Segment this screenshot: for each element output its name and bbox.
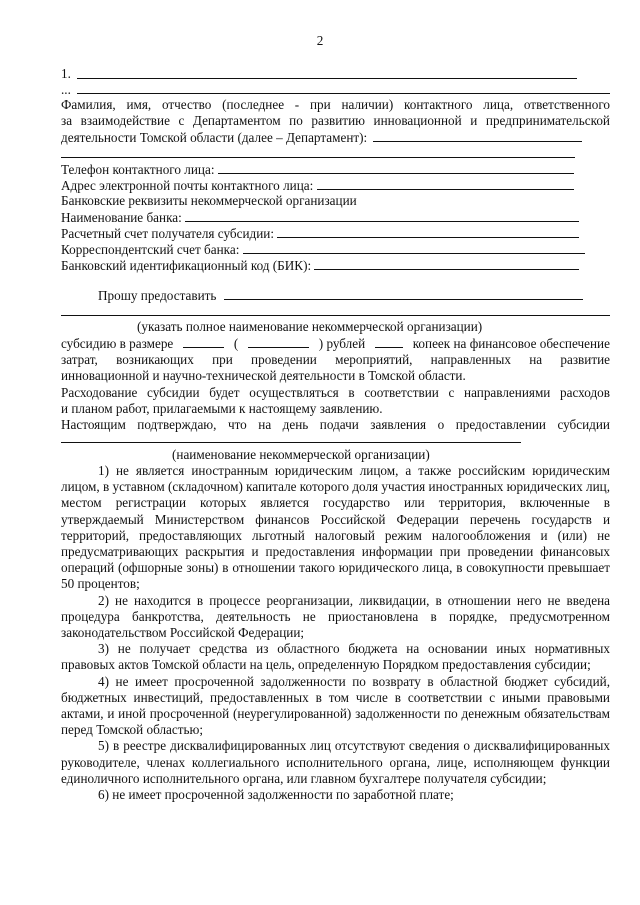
org-name-hint: (указать полное наименование некоммерческой организации) <box>137 319 483 334</box>
bank-name-row <box>61 209 579 226</box>
phone-label: Телефон контактного лица: <box>61 162 215 177</box>
org-name-field[interactable] <box>224 287 583 300</box>
item-1-number: 1. <box>61 66 71 81</box>
confirm-line: Настоящим подтверждаю, что на день подачи заявления о предоставлении субсидии <box>61 417 610 433</box>
account-row <box>61 225 579 242</box>
bank-name-label: Наименование банка: <box>61 210 182 225</box>
conditions-list <box>61 463 610 803</box>
request-label: Прошу предоставить <box>98 288 217 303</box>
org-name-hint-2: (наименование некоммерческой организации) <box>172 447 430 462</box>
subsidy-text-1: субсидию в размере <box>61 336 174 351</box>
item-1-field[interactable] <box>77 78 577 79</box>
phone-row <box>61 161 574 178</box>
condition-4: 4) не имеет просроченной задолженности по возврату в областной бюджет субсидий, бюджетных инвестиций, предоставленных в том числе в соответствии с иными правовыми актами, и иной просроченной (неурегулированной) задолженности по денежным обязательствам перед Томской областью; <box>61 673 610 738</box>
contact-person-field[interactable] <box>373 129 582 142</box>
item-1-row <box>61 66 71 82</box>
email-row <box>61 177 574 194</box>
subsidy-kopeks-field[interactable] <box>375 335 403 348</box>
condition-5: 5) в реестре дисквалифицированных лиц отсутствуют сведения о дисквалифицированных руководителе, членах коллегиального исполнительного органа, лице, исполняющем функции единоличного исполнительного органа, или главном бухгалтере получателя субсидии; <box>61 738 610 786</box>
subsidy-line-3: инновационной и научно-технической деятельности в Томской области. <box>61 368 466 384</box>
spending-line-1: Расходование субсидии будет осуществляться в соответствии с направлениями расходов <box>61 384 610 400</box>
ellipsis-row <box>61 82 71 98</box>
contact-intro-line-2: за взаимодействие с Департаментом по развитию инновационной и предпринимательской <box>61 113 610 129</box>
corr-account-row <box>61 241 585 258</box>
subsidy-amount-words-field[interactable] <box>248 335 309 348</box>
org-name-field-continued[interactable] <box>61 315 610 316</box>
subsidy-text-3: ) рублей <box>318 336 366 351</box>
account-label: Расчетный счет получателя субсидии: <box>61 226 274 241</box>
bik-label: Банковский идентификационный код (БИК): <box>61 258 312 273</box>
request-row <box>98 287 583 304</box>
spending-line-2: и планом работ, прилагаемыми к настоящему заявлению. <box>61 400 383 416</box>
bank-details-heading: Банковские реквизиты некоммерческой организации <box>61 193 357 208</box>
contact-intro-line-3: деятельности Томской области (далее – Департамент): <box>61 130 368 146</box>
bank-name-field[interactable] <box>185 209 579 222</box>
subsidy-amount-field[interactable] <box>183 335 224 348</box>
page-number: 2 <box>316 33 324 48</box>
bik-row <box>61 257 579 274</box>
bik-field[interactable] <box>314 257 579 270</box>
ellipsis-text: ... <box>61 82 71 97</box>
condition-3: 3) не получает средства из областного бюджета на основании иных нормативных правовых актов Томской области на цель, определенную Порядком предоставления субсидии; <box>61 641 610 673</box>
email-label: Адрес электронной почты контактного лица: <box>61 178 314 193</box>
subsidy-text-4: копеек на финансовое обеспечение <box>412 336 610 351</box>
email-field[interactable] <box>317 177 574 190</box>
subsidy-line-2: затрат, возникающих при проведении мероприятий, направленных на развитие <box>61 352 610 368</box>
corr-account-label: Корреспондентский счет банка: <box>61 242 240 257</box>
condition-1: 1) не является иностранным юридическим лицом, а также российским юридическим лицом, в уставном (складочном) капитале которого доля участия иностранных юридических лиц, местом регистрации которых является государство или территория, включенные в утверждаемый Министерством финансов Российской Федерации перечень государств и территорий, предоставляющих льготный налоговый режим налогообложения и (или) не предусматривающих раскрытия и предоставления информации при проведении финансовых операций (офшорные зоны) в отношении такого юридического лица, в совокупности превышает 50 процентов; <box>61 463 610 592</box>
phone-field[interactable] <box>218 161 574 174</box>
subsidy-paragraph <box>61 335 610 433</box>
condition-6: 6) не имеет просроченной задолженности по заработной плате; <box>98 787 454 803</box>
contact-person-field-continued[interactable] <box>61 157 575 158</box>
ellipsis-field[interactable] <box>77 93 610 94</box>
condition-2: 2) не находится в процессе реорганизации, ликвидации, в отношении него не введена процедура банкротства, деятельность не приостановлена в порядке, предусмотренном законодательством Российской Федерации; <box>61 592 610 641</box>
subsidy-text-2: ( <box>233 336 239 351</box>
contact-intro-line-1: Фамилия, имя, отчество (последнее - при наличии) контактного лица, ответственного <box>61 97 610 112</box>
confirm-org-field[interactable] <box>61 442 521 443</box>
account-field[interactable] <box>277 225 579 238</box>
contact-intro <box>61 97 610 147</box>
corr-account-field[interactable] <box>243 241 585 254</box>
